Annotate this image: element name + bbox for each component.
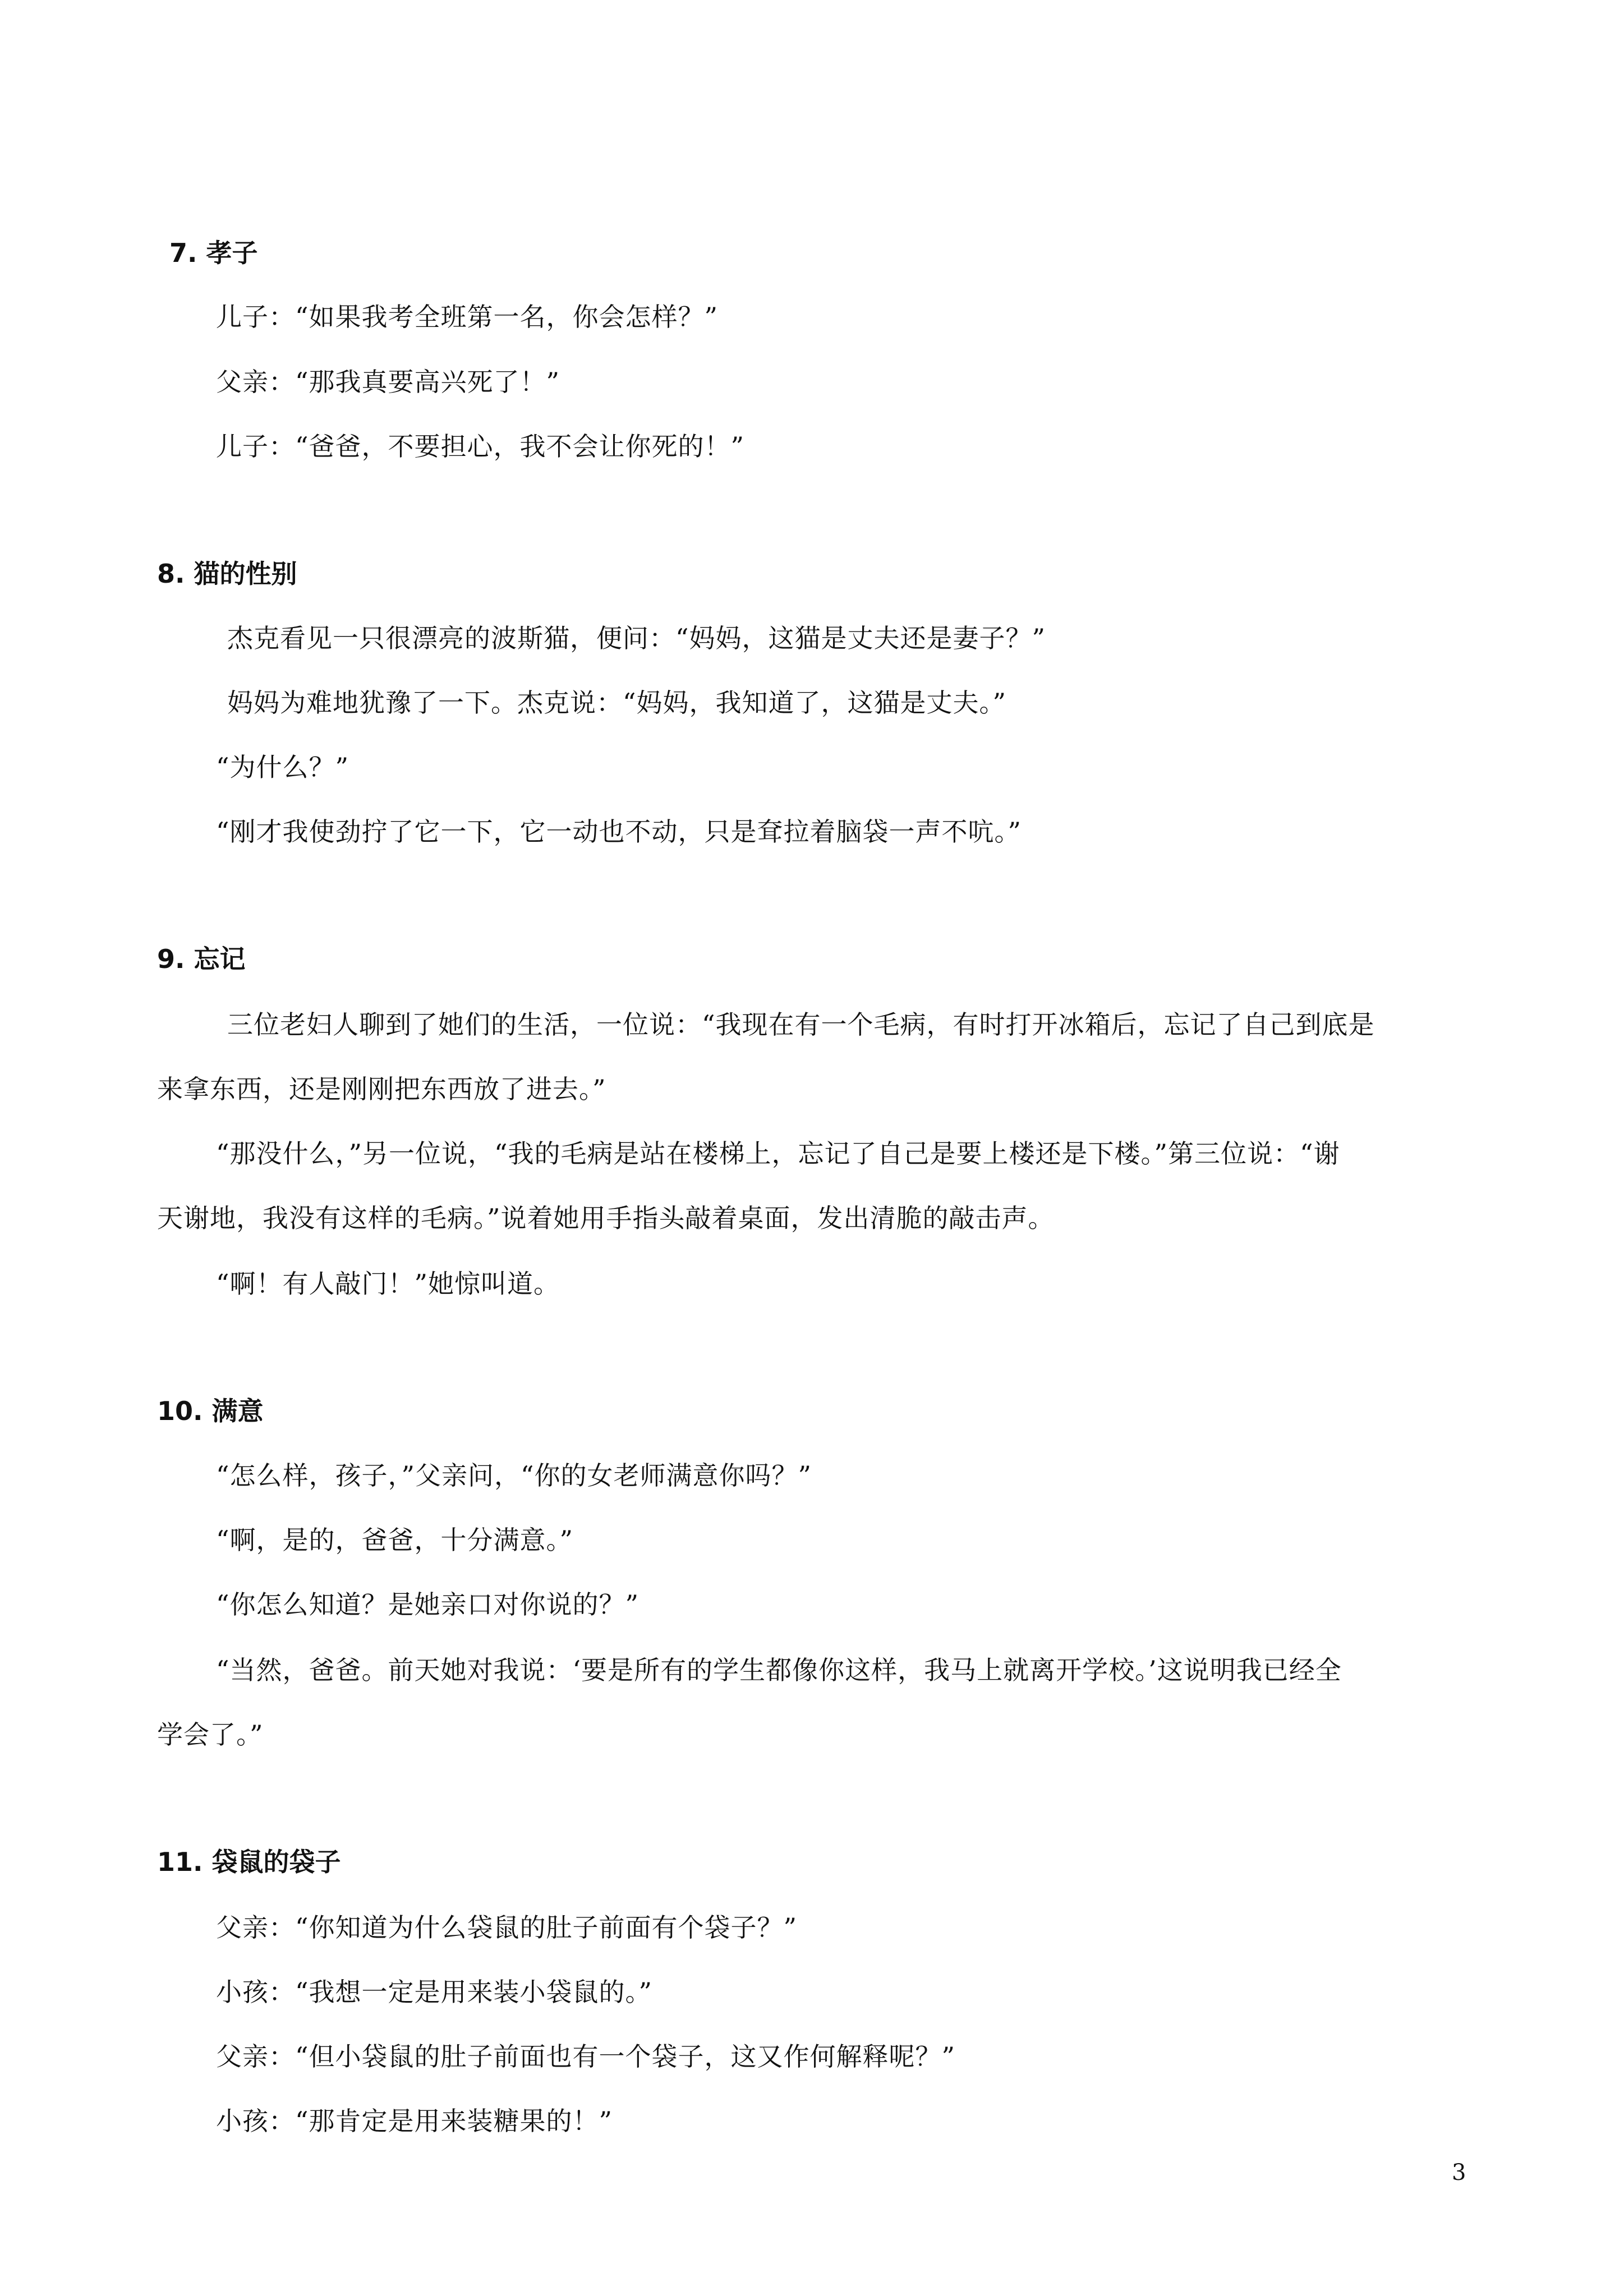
paragraph-line: 天谢地，我没有这样的毛病。”说着她用手指头敲着桌面，发出清脆的敲击声。 xyxy=(157,1203,1055,1233)
dialogue-line: 父亲：“但小袋鼠的肚子前面也有一个袋子，这又作何解释呢？” xyxy=(216,2041,956,2072)
section-title-9: 9. 忘记 xyxy=(157,944,246,974)
paragraph-line: “那没什么，”另一位说，“我的毛病是站在楼梯上，忘记了自己是要上楼还是下楼。”第三位说：“谢 xyxy=(216,1138,1340,1169)
dialogue-line: 小孩：“那肯定是用来装糖果的！” xyxy=(216,2106,613,2136)
paragraph-line: “刚才我使劲拧了它一下，它一动也不动，只是耷拉着脑袋一声不吭。” xyxy=(216,817,1022,847)
paragraph-line: 来拿东西，还是刚刚把东西放了进去。” xyxy=(157,1074,606,1104)
dialogue-line: 父亲：“那我真要高兴死了！” xyxy=(216,367,560,397)
paragraph-line: 三位老妇人聊到了她们的生活，一位说：“我现在有一个毛病，有时打开冰箱后，忘记了自己到底是 xyxy=(227,1009,1375,1040)
section-title-8: 8. 猫的性别 xyxy=(157,559,297,589)
paragraph-line: 杰克看见一只很漂亮的波斯猫，便问：“妈妈，这猫是丈夫还是妻子？” xyxy=(227,623,1046,653)
dialogue-line: 儿子：“如果我考全班第一名，你会怎样？” xyxy=(216,302,719,332)
dialogue-line: 小孩：“我想一定是用来装小袋鼠的。” xyxy=(216,1977,653,2007)
paragraph-line: 妈妈为难地犹豫了一下。杰克说：“妈妈，我知道了，这猫是丈夫。” xyxy=(227,688,1007,718)
page-number: 3 xyxy=(1452,2160,1466,2186)
paragraph-line: “你怎么知道？是她亲口对你说的？” xyxy=(216,1589,640,1620)
section-title-11: 11. 袋鼠的袋子 xyxy=(157,1847,341,1877)
section-title-7: 7. 孝子 xyxy=(169,238,258,268)
paragraph-line: “啊！有人敲门！”她惊叫道。 xyxy=(216,1269,560,1299)
paragraph-line: “当然，爸爸。前天她对我说：‘要是所有的学生都像你这样，我马上就离开学校。’这说明我已经全 xyxy=(216,1655,1342,1685)
dialogue-line: 儿子：“爸爸，不要担心，我不会让你死的！” xyxy=(216,431,745,462)
section-title-10: 10. 满意 xyxy=(157,1396,264,1426)
paragraph-line: “为什么？” xyxy=(216,752,349,782)
paragraph-line: “啊，是的，爸爸，十分满意。” xyxy=(216,1525,574,1555)
paragraph-line: 学会了。” xyxy=(157,1719,264,1750)
paragraph-line: “怎么样，孩子，”父亲问，“你的女老师满意你吗？” xyxy=(216,1460,812,1491)
dialogue-line: 父亲：“你知道为什么袋鼠的肚子前面有个袋子？” xyxy=(216,1912,798,1943)
